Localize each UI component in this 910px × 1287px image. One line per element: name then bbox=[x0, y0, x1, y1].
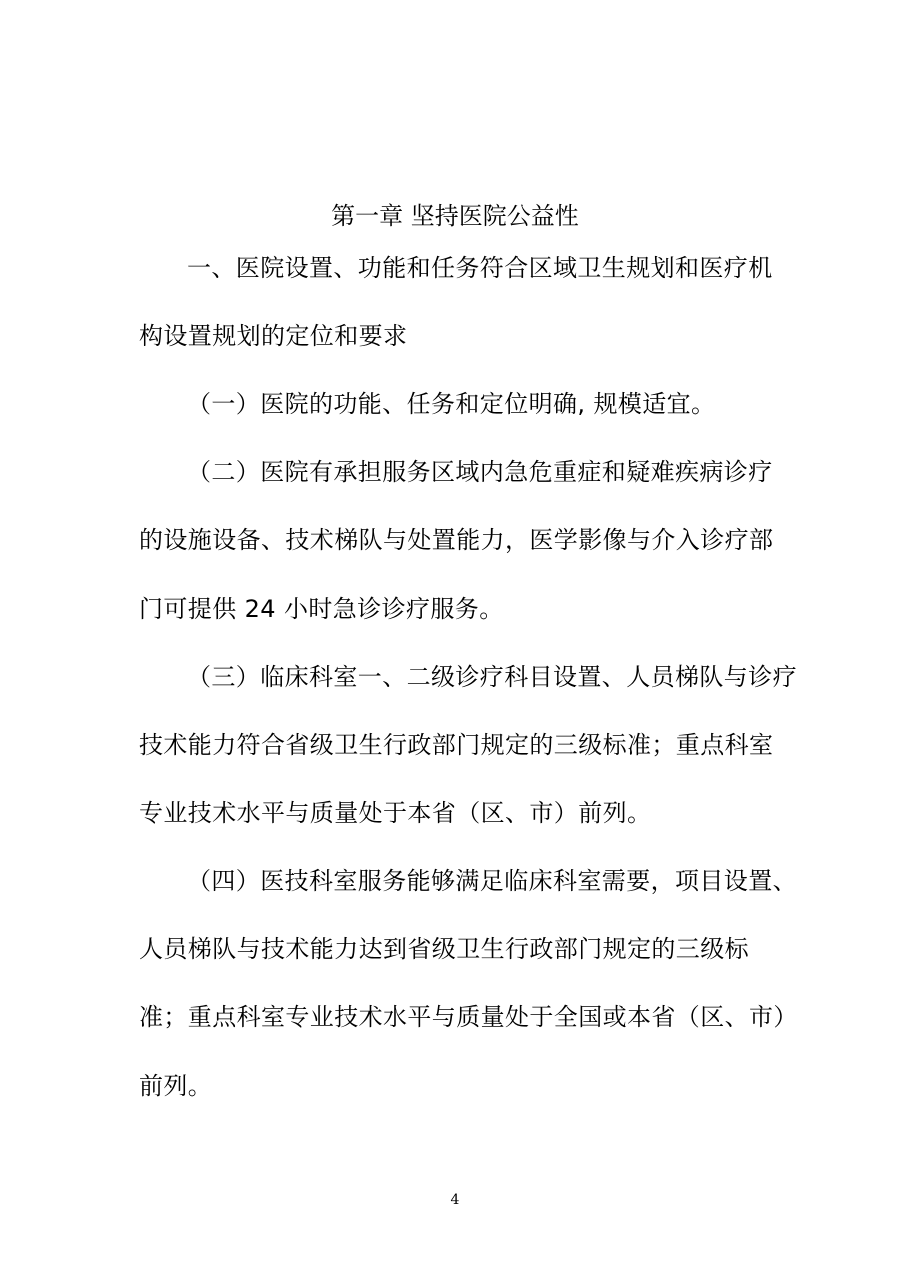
page-number: 4 bbox=[450, 1192, 460, 1208]
text-line: 的设施设备、技术梯队与处置能力，医学影像与介入诊疗部 bbox=[139, 526, 774, 554]
text-line: 专业技术水平与质量处于本省（区、市）前列。 bbox=[139, 799, 652, 827]
text-line: 门可提供 24 小时急诊诊疗服务。 bbox=[139, 595, 504, 623]
text-line: 人员梯队与技术能力达到省级卫生行政部门规定的三级标 bbox=[139, 935, 749, 963]
text-line: 构设置规划的定位和要求 bbox=[139, 322, 408, 350]
chapter-title: 第一章 坚持医院公益性 bbox=[331, 202, 579, 230]
text-line: 技术能力符合省级卫生行政部门规定的三级标准；重点科室 bbox=[139, 731, 774, 759]
text-line: （三）临床科室一、二级诊疗科目设置、人员梯队与诊疗 bbox=[187, 663, 797, 691]
text-line: （一）医院的功能、任务和定位明确, 规模适宜。 bbox=[187, 390, 716, 418]
text-line: （四）医技科室服务能够满足临床科室需要，项目设置、 bbox=[187, 867, 797, 895]
text-line: （二）医院有承担服务区域内急危重症和疑难疾病诊疗 bbox=[187, 458, 773, 486]
text-line: 前列。 bbox=[139, 1072, 213, 1100]
text-line: 一、医院设置、功能和任务符合区域卫生规划和医疗机 bbox=[187, 254, 773, 282]
text-line: 准；重点科室专业技术水平与质量处于全国或本省（区、市） bbox=[139, 1003, 798, 1031]
